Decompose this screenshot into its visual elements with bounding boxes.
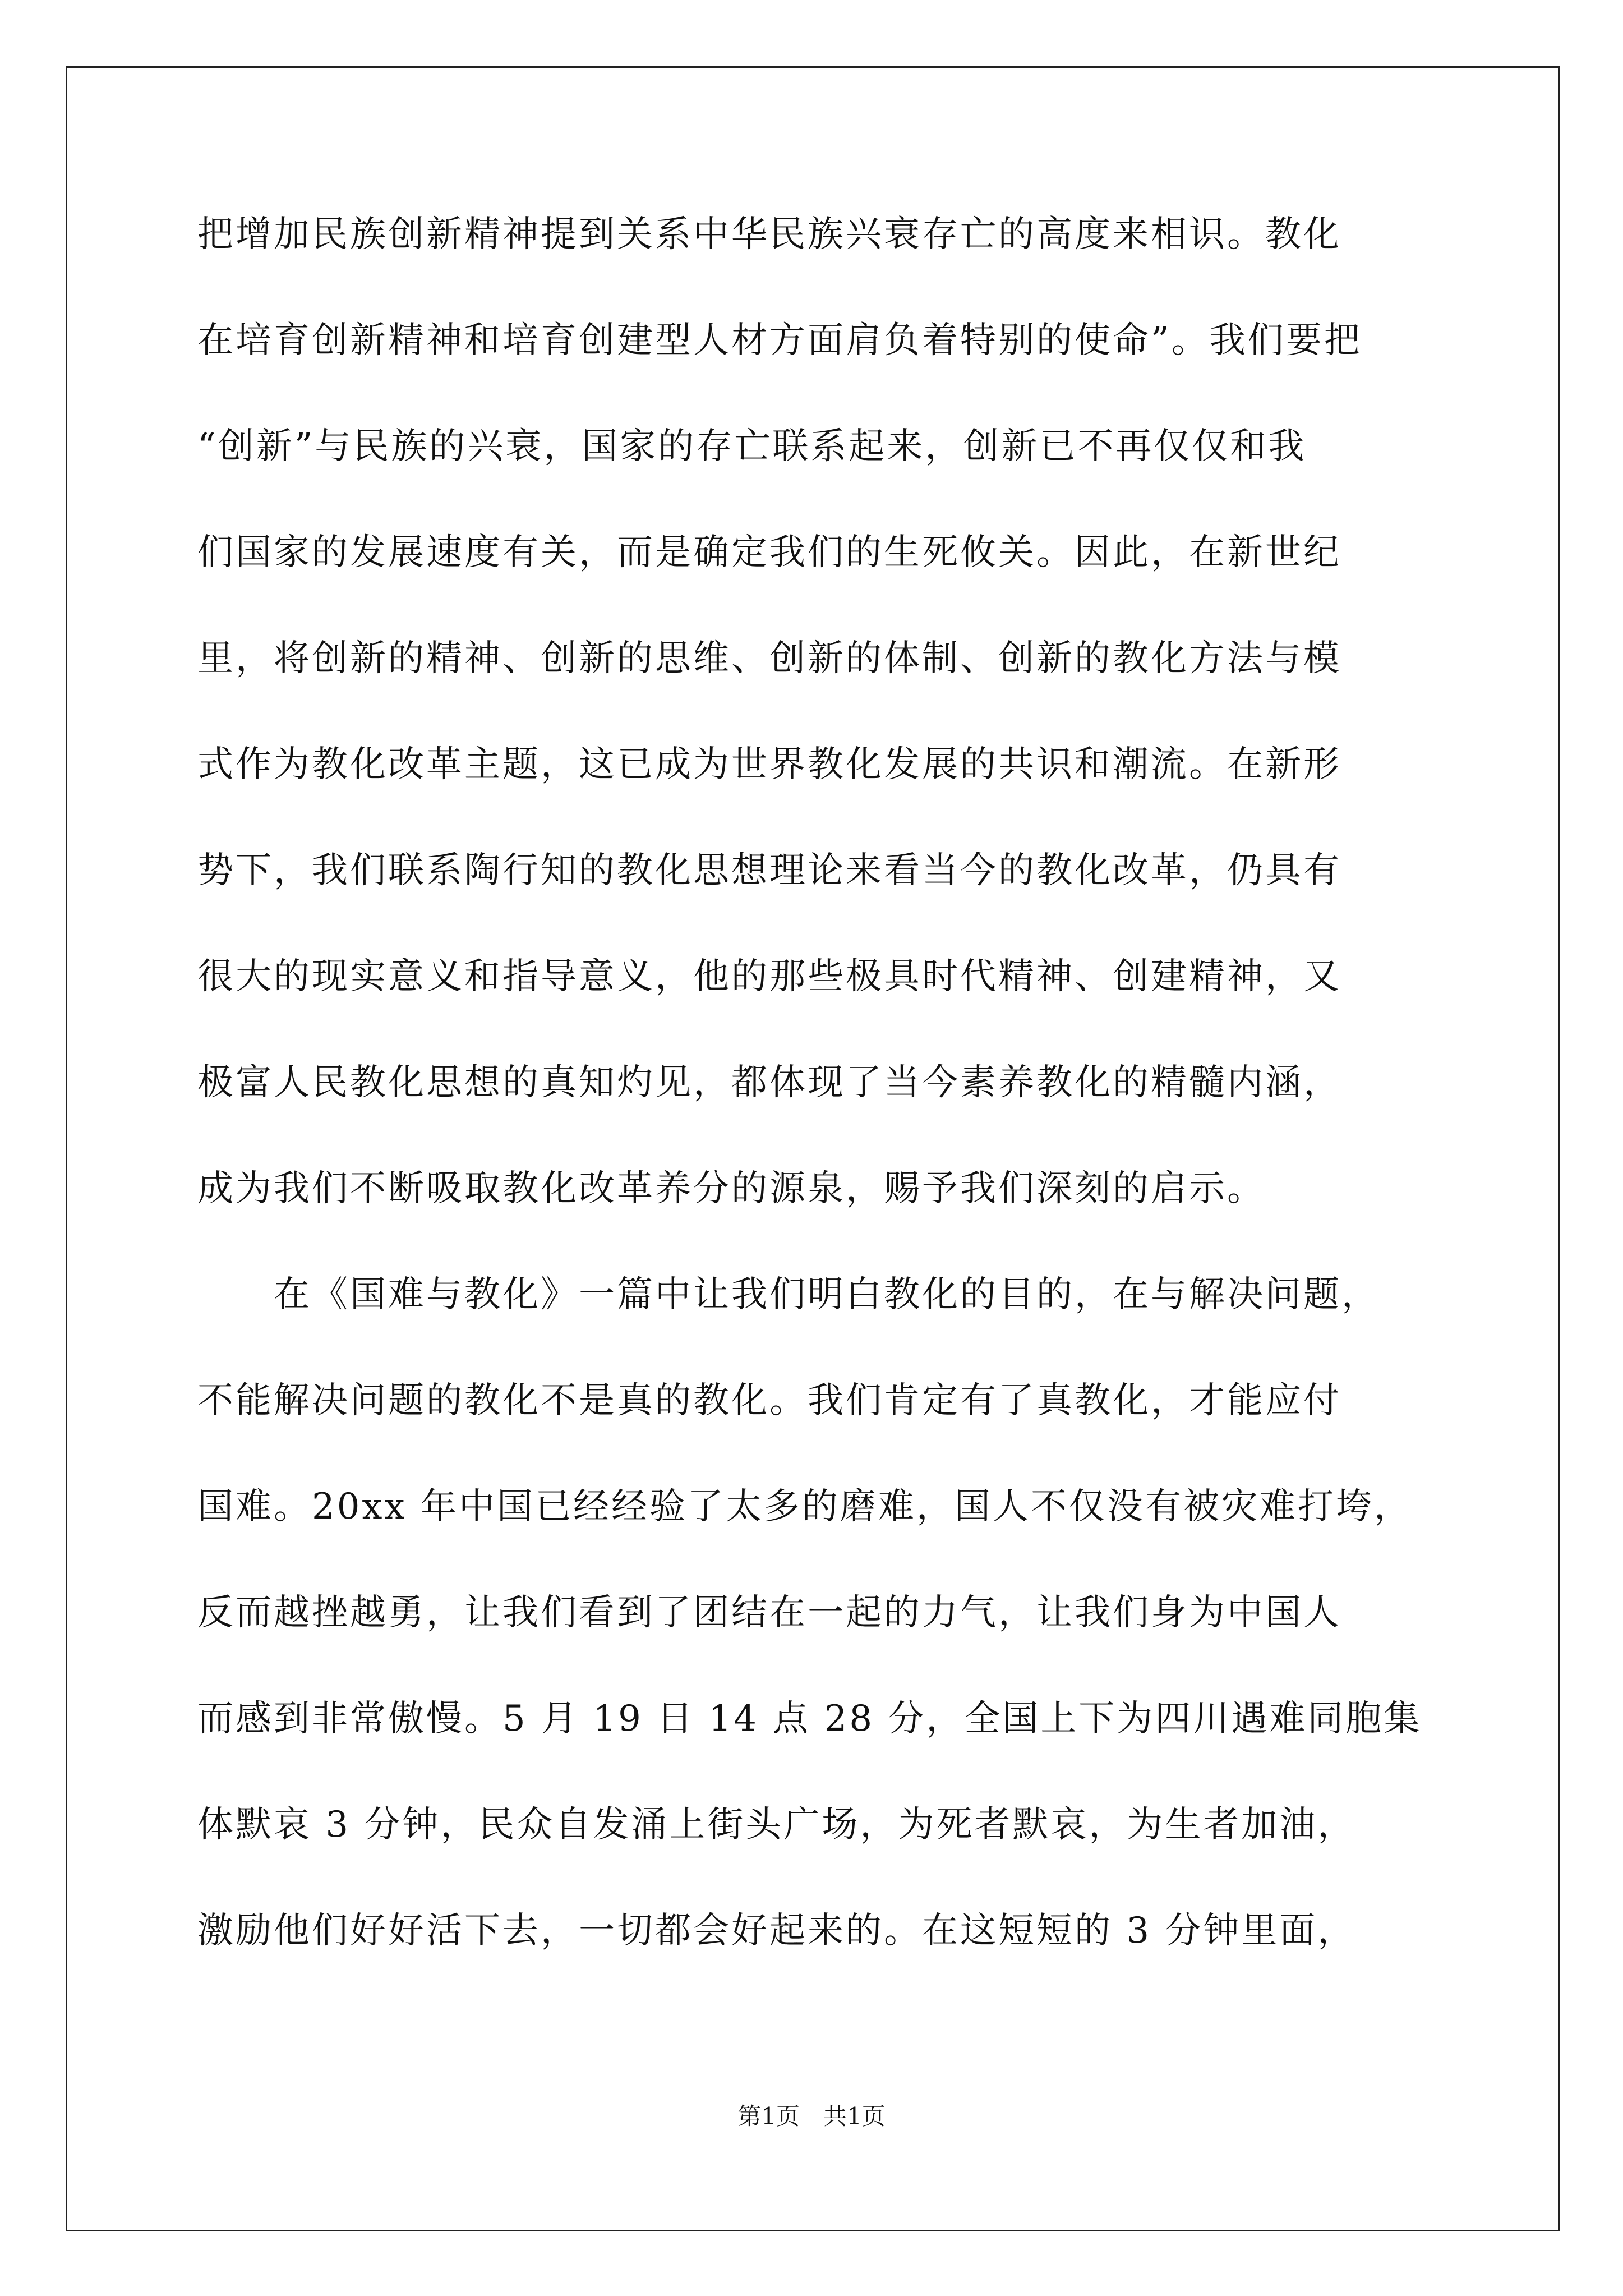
text-line: 在《国难与教化》一篇中让我们明白教化的目的，在与解决问题， [197, 1274, 1380, 1315]
text-line: 反而越挫越勇，让我们看到了团结在一起的力气，让我们身为中国人 [197, 1592, 1341, 1634]
text-line: 而感到非常傲慢。5 月 19 日 14 点 28 分，全国上下为四川遇难同胞集 [197, 1698, 1422, 1740]
text-line: 把增加民族创新精神提到关系中华民族兴衰存亡的高度来相识。教化 [197, 214, 1341, 255]
body-text [197, 215, 1431, 2017]
text-line: 国难。20xx 年中国已经经验了太多的磨难，国人不仅没有被灾难打垮， [197, 1486, 1412, 1527]
text-line: 成为我们不断吸取教化改革养分的源泉，赐予我们深刻的启示。 [197, 1168, 1265, 1209]
page-footer: 第1页 共1页 [737, 2102, 886, 2130]
text-line: 式作为教化改革主题，这已成为世界教化发展的共识和潮流。在新形 [197, 744, 1341, 785]
text-line: 极富人民教化思想的真知灼见，都体现了当今素养教化的精髓内涵， [197, 1062, 1341, 1103]
text-line: 势下，我们联系陶行知的教化思想理论来看当今的教化改革，仍具有 [197, 850, 1341, 891]
text-line: 不能解决问题的教化不是真的教化。我们肯定有了真教化，才能应付 [197, 1380, 1341, 1421]
text-line: 里，将创新的精神、创新的思维、创新的体制、创新的教化方法与模 [197, 638, 1341, 679]
text-line: 在培育创新精神和培育创建型人材方面肩负着特别的使命”。我们要把 [197, 320, 1362, 361]
text-line: 体默哀 3 分钟，民众自发涌上街头广场，为死者默哀，为生者加油， [197, 1804, 1356, 1846]
text-line: 很大的现实意义和指导意义，他的那些极具时代精神、创建精神，又 [197, 956, 1341, 997]
text-line: 们国家的发展速度有关，而是确定我们的生死攸关。因此，在新世纪 [197, 532, 1341, 573]
text-line: “创新”与民族的兴衰，国家的存亡联系起来，创新已不再仅仅和我 [197, 426, 1307, 467]
text-line: 激励他们好好活下去，一切都会好起来的。在这短短的 3 分钟里面， [197, 1910, 1356, 1952]
